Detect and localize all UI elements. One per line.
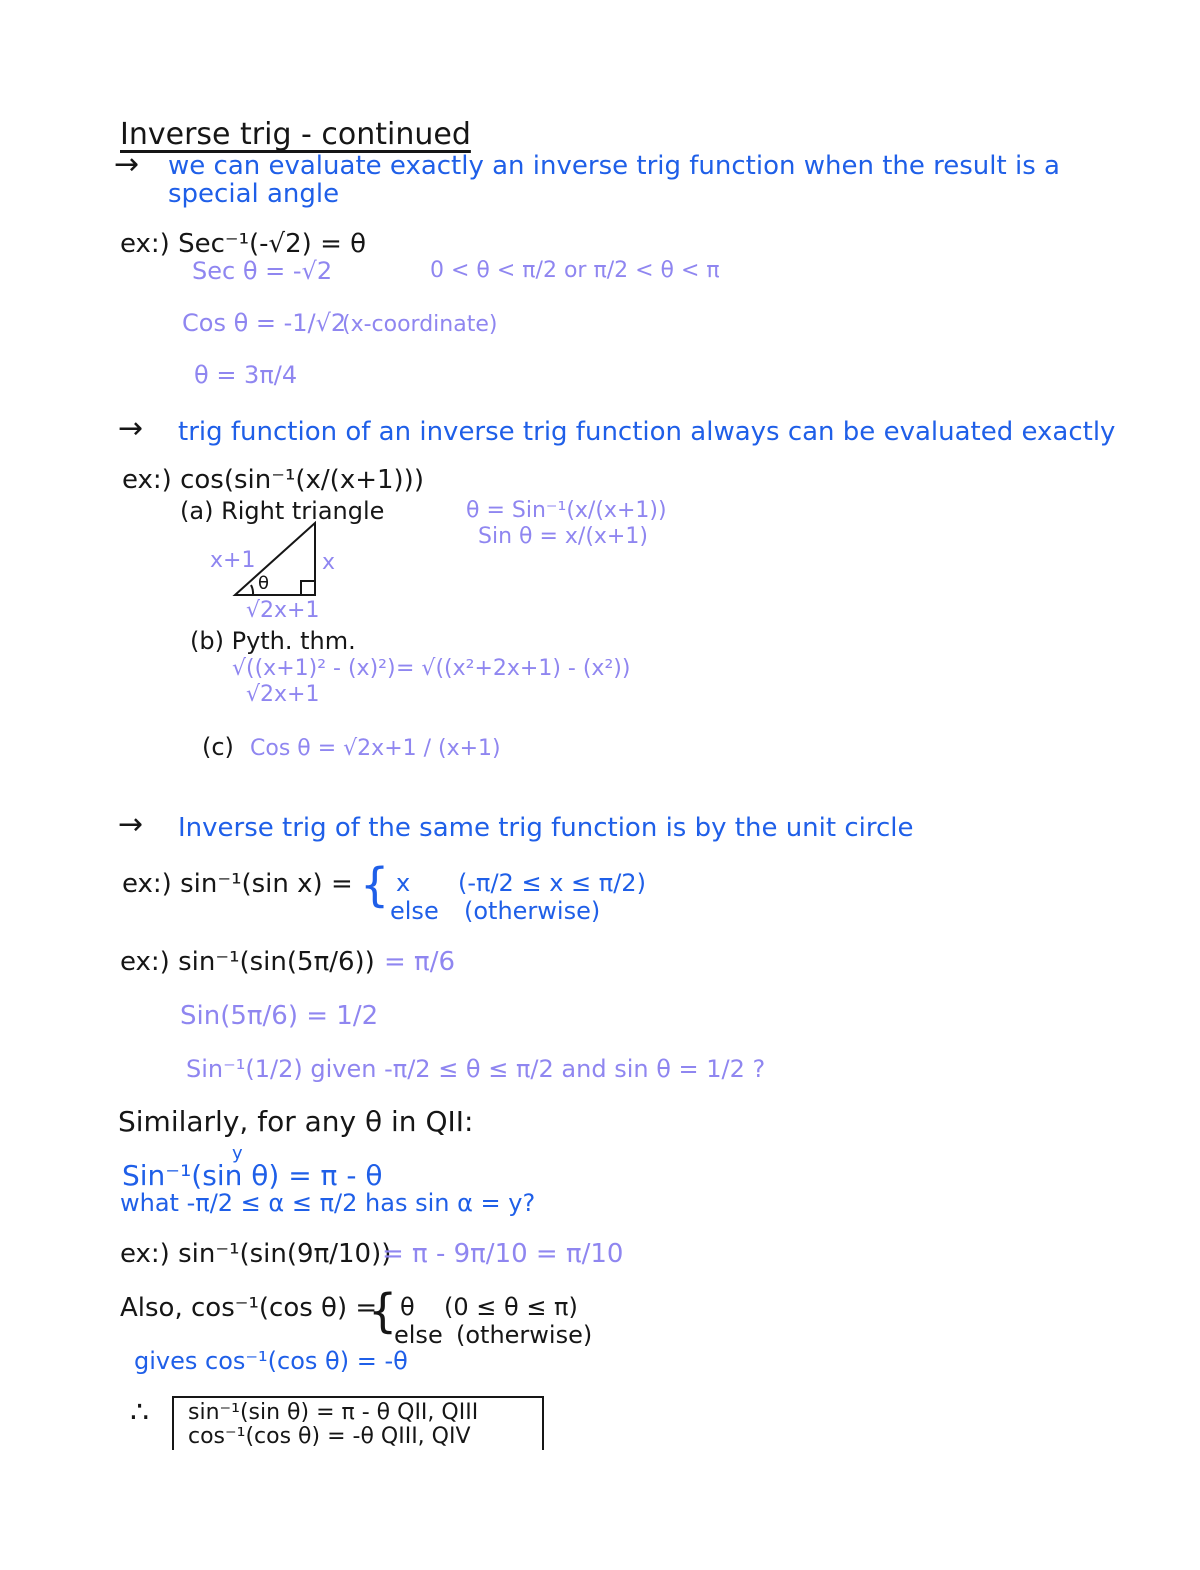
arrow-icon: → bbox=[118, 807, 144, 842]
point3-text: Inverse trig of the same trig function is by the unit circle bbox=[178, 813, 914, 843]
ex4-line1: Sin(5π/6) = 1/2 bbox=[180, 1001, 379, 1031]
also-case1-condition: (0 ≤ θ ≤ π) bbox=[444, 1293, 578, 1321]
ex2-right-line2: Sin θ = x/(x+1) bbox=[478, 524, 648, 549]
ex2-right-line1: θ = Sin⁻¹(x/(x+1)) bbox=[466, 498, 667, 523]
ex1-line3: θ = 3π/4 bbox=[194, 361, 298, 389]
page-title: Inverse trig - continued bbox=[120, 117, 471, 152]
point1-text-cont: special angle bbox=[168, 179, 340, 209]
similarly-text: Similarly, for any θ in QII: bbox=[118, 1105, 474, 1138]
ex2-part-c: (c) bbox=[202, 733, 234, 761]
triangle-adjacent-label: √2x+1 bbox=[246, 598, 320, 623]
ex4-heading: ex:) sin⁻¹(sin(5π/6)) bbox=[120, 947, 375, 977]
summary-box bbox=[172, 1396, 544, 1450]
summary-row-sin: sin⁻¹(sin θ) = π - θ QII, QIII bbox=[188, 1400, 479, 1425]
ex1-heading: ex:) Sec⁻¹(-√2) = θ bbox=[120, 229, 367, 259]
also-case1: θ bbox=[400, 1293, 415, 1321]
arrow-icon: → bbox=[114, 147, 140, 182]
also-case2: else bbox=[394, 1321, 443, 1349]
ex2-b-line1: √((x+1)² - (x)²) bbox=[232, 656, 396, 681]
ex3-case1: x bbox=[396, 869, 411, 897]
ex3-case2: else bbox=[390, 897, 439, 925]
also-case2-condition: (otherwise) bbox=[456, 1321, 593, 1349]
ex4-line2: Sin⁻¹(1/2) given -π/2 ≤ θ ≤ π/2 and sin θ = 1/2 ? bbox=[186, 1055, 766, 1083]
ex2-b-line2: √2x+1 bbox=[246, 682, 320, 707]
triangle-angle-label: θ bbox=[258, 573, 270, 594]
arrow-icon: → bbox=[118, 411, 144, 446]
point2-text: trig function of an inverse trig function always can be evaluated exactly bbox=[178, 417, 1116, 447]
ex2-c-line: Cos θ = √2x+1 / (x+1) bbox=[250, 736, 501, 761]
ex1-range: 0 < θ < π/2 or π/2 < θ < π bbox=[430, 258, 720, 283]
left-brace: { bbox=[360, 858, 390, 912]
point1-text: we can evaluate exactly an inverse trig function when the result is a bbox=[168, 151, 1060, 181]
ex1-line2: Cos θ = -1/√2 bbox=[182, 309, 347, 337]
triangle-hypotenuse-label: x+1 bbox=[210, 548, 256, 573]
similarly-line2: what -π/2 ≤ α ≤ π/2 has sin α = y? bbox=[120, 1189, 536, 1217]
ex3-case2-condition: (otherwise) bbox=[464, 897, 601, 925]
similarly-line1: Sin⁻¹(sin θ) = π - θ bbox=[122, 1159, 383, 1192]
ex5-answer: = π - 9π/10 = π/10 bbox=[382, 1239, 624, 1269]
also-heading: Also, cos⁻¹(cos θ) = bbox=[120, 1293, 378, 1323]
also-gives: gives cos⁻¹(cos θ) = -θ bbox=[134, 1347, 408, 1375]
ex4-answer: = π/6 bbox=[384, 947, 456, 977]
ex3-case1-condition: (-π/2 ≤ x ≤ π/2) bbox=[458, 869, 646, 897]
summary-row-cos: cos⁻¹(cos θ) = -θ QIII, QIV bbox=[188, 1424, 471, 1449]
ex3-heading: ex:) sin⁻¹(sin x) = bbox=[122, 869, 353, 899]
ex1-line1: Sec θ = -√2 bbox=[192, 257, 333, 285]
ex2-part-a: (a) Right triangle bbox=[180, 497, 385, 525]
therefore-symbol: ∴ bbox=[130, 1395, 150, 1430]
similarly-y-label: y bbox=[232, 1143, 243, 1164]
ex2-heading: ex:) cos(sin⁻¹(x/(x+1))) bbox=[122, 465, 424, 495]
ex5-heading: ex:) sin⁻¹(sin(9π/10)) bbox=[120, 1239, 392, 1269]
triangle-opposite-label: x bbox=[322, 550, 336, 575]
ex1-line2-note: (x-coordinate) bbox=[342, 312, 498, 337]
ex2-part-b: (b) Pyth. thm. bbox=[190, 627, 356, 655]
left-brace: { bbox=[368, 1284, 398, 1338]
ex2-b-line1-expanded: = √((x²+2x+1) - (x²)) bbox=[396, 656, 631, 681]
